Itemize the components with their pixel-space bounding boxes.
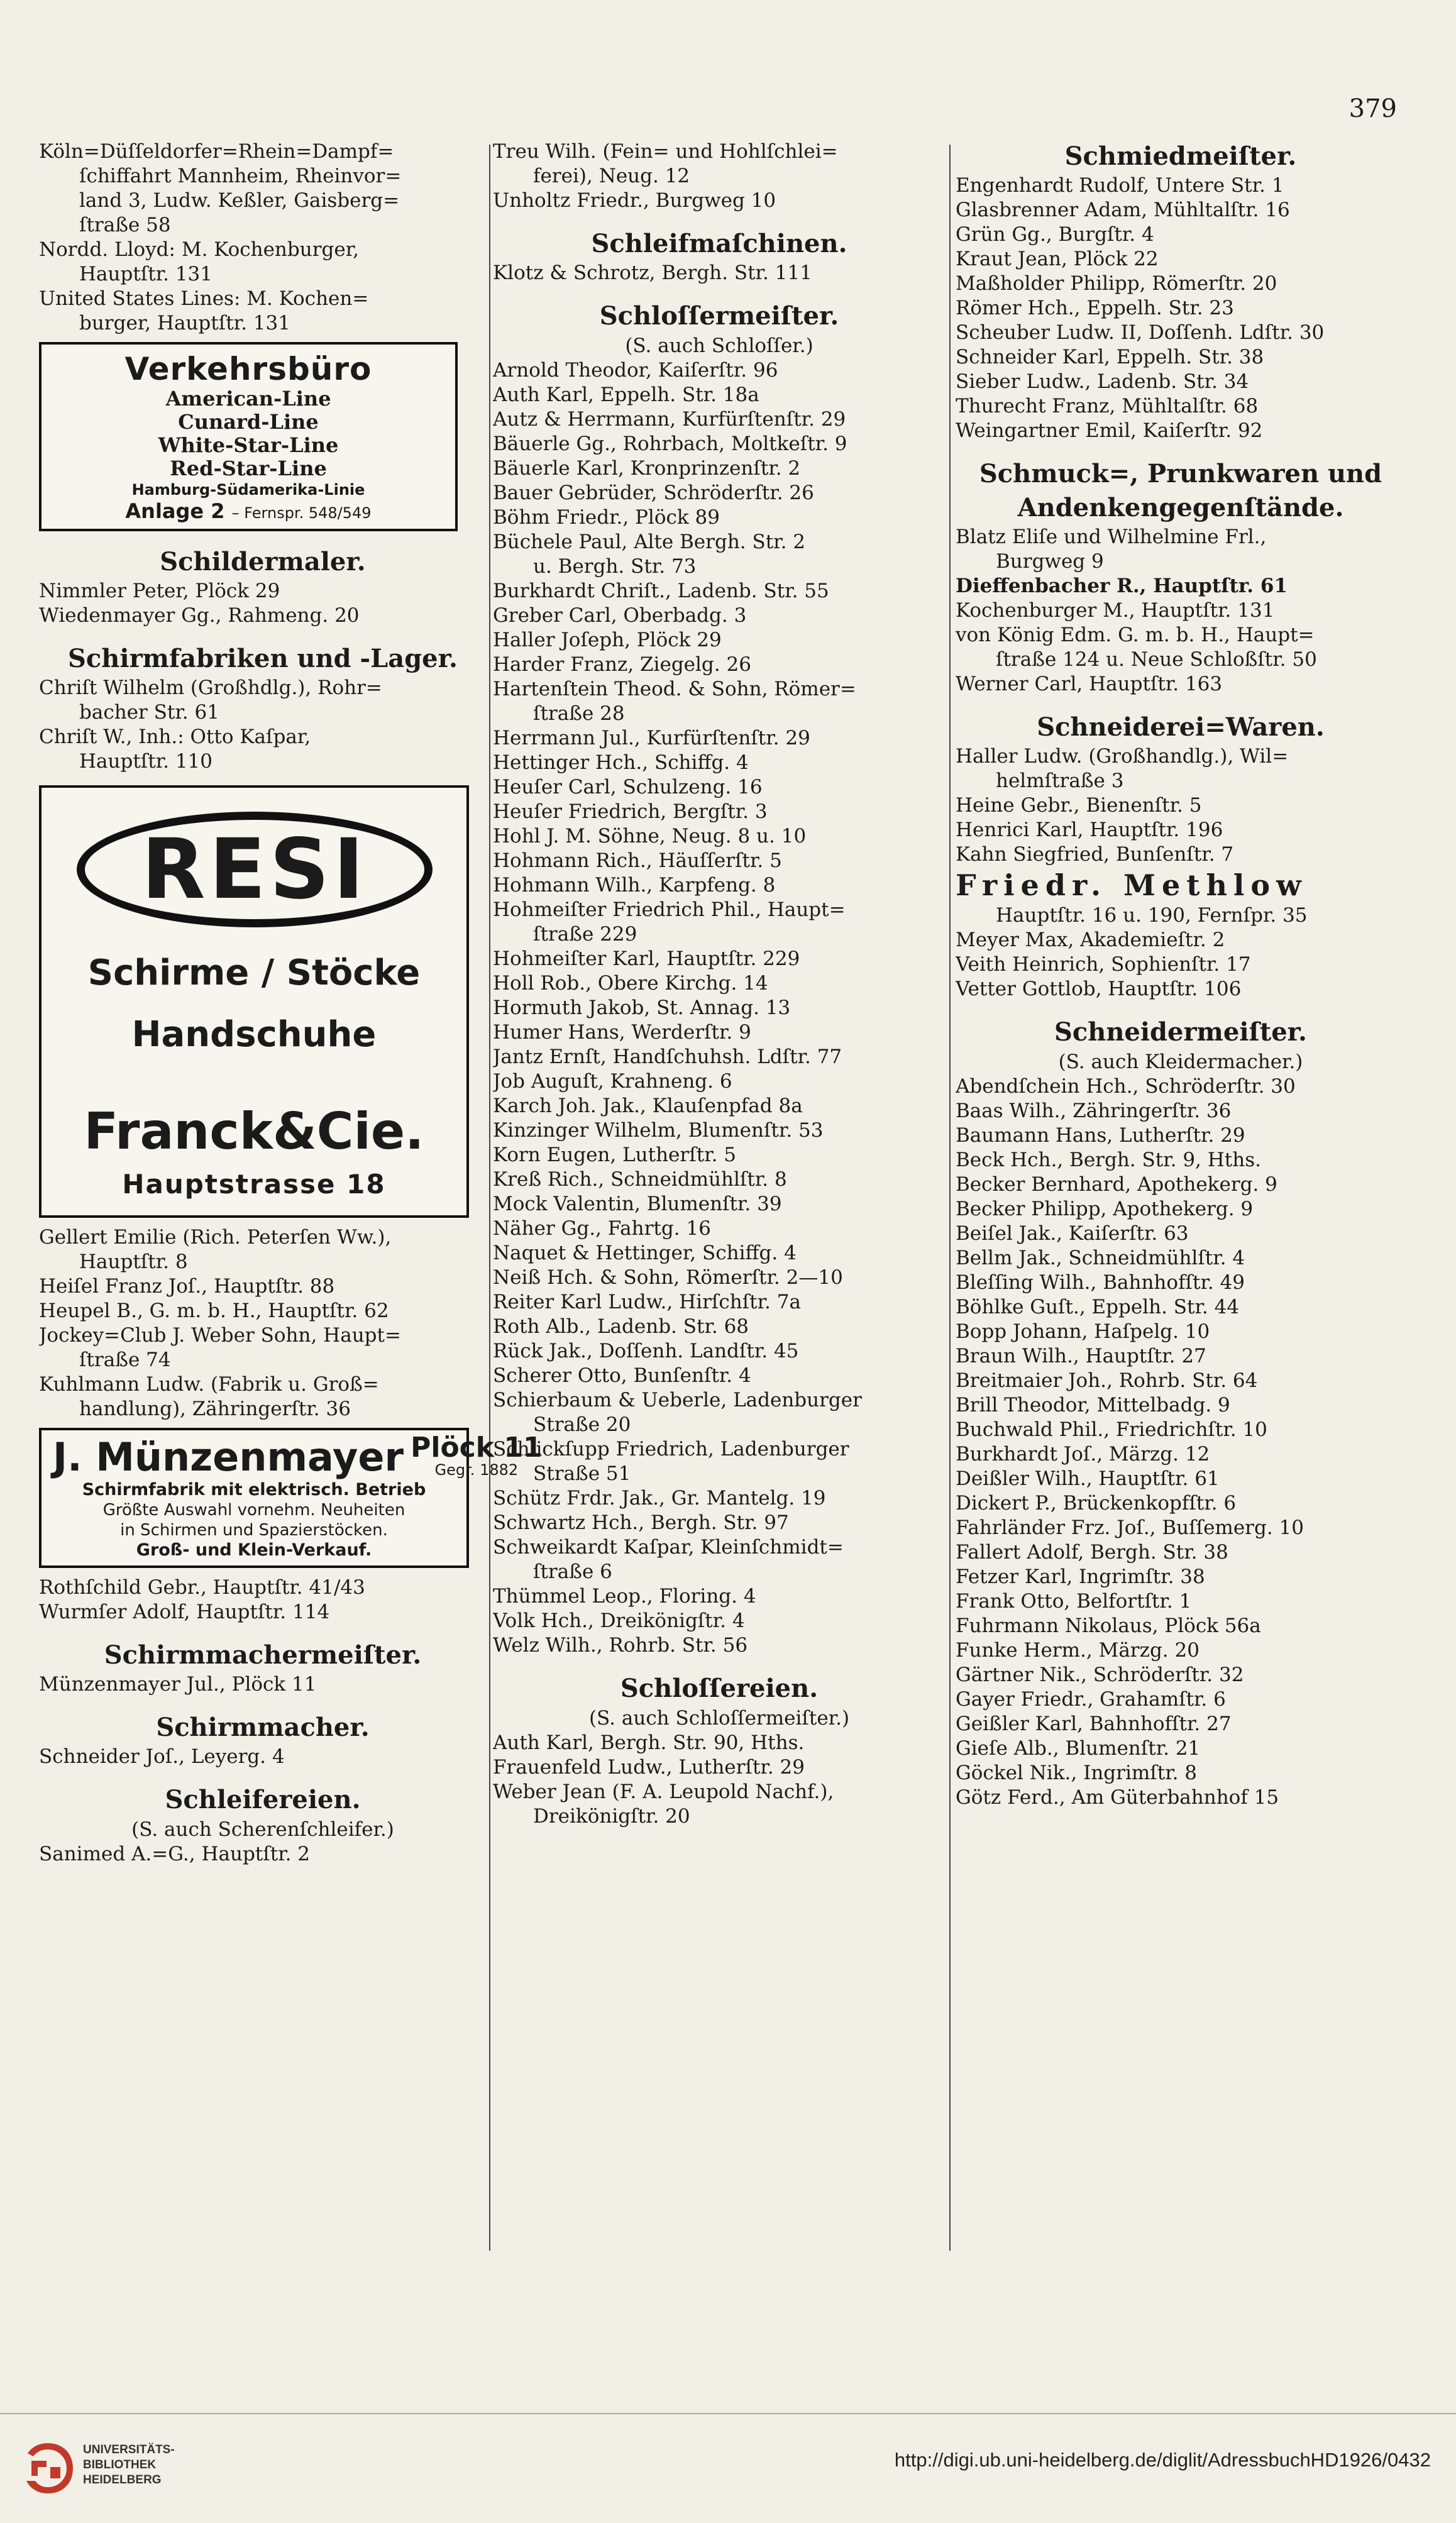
directory-entry: Kraut Jean, Plöck 22 [956,248,1159,270]
directory-entry: Bäuerle Karl, Kronprinzenſtr. 2 [493,457,801,480]
directory-list [39,1745,487,1769]
directory-entry: Burkhardt Joſ., Märzg. 12 [956,1443,1210,1466]
directory-entry: Hohmann Rich., Häuſſerſtr. 5 [493,849,782,872]
ad-title: Verkehrsbüro [124,351,372,387]
directory-entry-continuation: burger, Hauptſtr. 131 [79,312,290,334]
advertisement-verkehrsburo [39,342,458,531]
directory-entry: Mock Valentin, Blumenſtr. 39 [493,1193,782,1215]
directory-entry: Brill Theodor, Mittelbadg. 9 [956,1394,1230,1416]
directory-entry: Haller Ludw. (Großhandlg.), Wil= [956,745,1289,768]
directory-entry: Schneider Joſ., Leyerg. 4 [39,1745,285,1768]
directory-entry: Gellert Emilie (Rich. Peterſen Ww.), [39,1226,392,1249]
directory-entry: Heuſer Carl, Schulzeng. 16 [493,776,763,798]
directory-entry: Hormuth Jakob, St. Annag. 13 [493,997,791,1019]
directory-entry: Thümmel Leop., Floring. 4 [493,1585,756,1608]
directory-entry: Dickert P., Brückenkopfſtr. 6 [956,1492,1237,1515]
directory-entry: Humer Hans, Werderſtr. 9 [493,1021,751,1044]
ad-footer [41,499,455,525]
directory-entry: Kinzinger Wilhelm, Blumenſtr. 53 [493,1119,824,1142]
directory-list [39,1842,487,1867]
directory-entry: Welz Wilh., Rohrb. Str. 56 [493,1634,748,1657]
directory-list [493,261,946,285]
directory-entry: Bleſſing Wilh., Bahnhofſtr. 49 [956,1271,1245,1294]
section-heading: Schildermaler. [160,547,366,577]
directory-list [493,1731,946,1829]
directory-entry: Gieſe Alb., Blumenſtr. 21 [956,1737,1201,1760]
ad-line: Schirme / Stöcke [87,952,421,993]
ad-line: White-Star-Line [158,433,339,457]
section-note: (S. auch Schloſſermeiſter.) [588,1707,850,1730]
directory-entry-continuation: Straße 51 [533,1462,631,1485]
directory-entry: Bellm Jak., Schneidmühlſtr. 4 [956,1247,1245,1269]
directory-entry: Wurmſer Adolf, Hauptſtr. 114 [39,1601,330,1623]
directory-entry: Jantz Ernſt, Handſchuhsh. Ldſtr. 77 [493,1046,842,1068]
section-heading: Schirmmachermeiſter. [104,1640,422,1670]
advertisement-munzenmayer [39,1428,543,1568]
directory-entry: Fallert Adolf, Bergh. Str. 38 [956,1541,1228,1564]
directory-entry-continuation: ſtraße 6 [533,1560,612,1583]
section-heading: Schneiderei=Waren. [1037,712,1325,742]
ad-line: Red-Star-Line [170,456,327,480]
column-divider-right [949,145,951,2251]
directory-entry: Naquet & Hettinger, Schiffg. 4 [493,1242,797,1264]
ad-line-small: Hamburg-Südamerika-Linie [131,481,365,499]
source-url-link[interactable]: http://digi.ub.uni-heidelberg.de/diglit/AdressbuchHD1926/0432 [894,2449,1431,2471]
ad-header [41,1432,543,1480]
column-2 [493,140,946,1829]
directory-entry: Sieber Ludw., Ladenb. Str. 34 [956,370,1249,393]
directory-entry: Fuhrmann Nikolaus, Plöck 56a [956,1615,1261,1637]
ad-firm-name: J. Münzenmayer [53,1434,404,1480]
directory-entry: Böhm Friedr., Plöck 89 [493,506,720,529]
directory-entry: Reiter Karl Ludw., Hirſchſtr. 7a [493,1291,801,1313]
directory-entry: Nimmler Peter, Plöck 29 [39,580,280,602]
directory-entry-continuation: Hauptſtr. 8 [79,1250,188,1273]
directory-entry: Büchele Paul, Alte Bergh. Str. 2 [493,531,806,553]
ad-line: Cunard-Line [178,410,319,434]
directory-entry: Schütz Frdr. Jak., Gr. Mantelg. 19 [493,1487,826,1510]
directory-entry: Sanimed A.=G., Hauptſtr. 2 [39,1843,311,1865]
directory-entry: Greber Carl, Oberbadg. 3 [493,604,747,627]
ad-founded: Gegr. 1882 [434,1461,519,1479]
directory-entry: Baas Wilh., Zähringerſtr. 36 [956,1100,1232,1122]
directory-entry-continuation: land 3, Ludw. Keßler, Gaisberg= [79,189,400,212]
directory-entry: Grün Gg., Burgſtr. 4 [956,223,1154,246]
directory-entry: Scherer Otto, Bunſenſtr. 4 [493,1364,751,1387]
directory-entry: Scheuber Ludw. II, Doſſenh. Ldſtr. 30 [956,321,1325,344]
directory-entry: Schweikardt Kaſpar, Kleinſchmidt= [493,1536,844,1559]
directory-list [956,903,1406,1002]
section-heading: Schirmmacher. [156,1713,370,1742]
directory-entry: Münzenmayer Jul., Plöck 11 [39,1673,317,1696]
resi-logo: RESI [77,812,433,927]
directory-entry: Funke Herm., Märzg. 20 [956,1639,1200,1662]
library-name-line: BIBLIOTHEK [83,2458,157,2471]
ad-line: Groß- und Klein-Verkauf. [136,1540,372,1560]
directory-entry-continuation: ſtraße 229 [533,923,637,946]
directory-entry-continuation: bacher Str. 61 [79,701,219,724]
section-heading: Schleifmaſchinen. [591,229,847,258]
directory-entry: Karch Joh. Jak., Klauſenpfad 8a [493,1095,803,1117]
directory-list [493,358,946,1658]
directory-list [39,1672,487,1697]
directory-entry: Klotz & Schrotz, Bergh. Str. 111 [493,262,812,284]
directory-entry: Heupel B., G. m. b. H., Hauptſtr. 62 [39,1300,389,1322]
directory-entry: Abendſchein Hch., Schröderſtr. 30 [956,1075,1296,1098]
directory-entry: Chriſt W., Inh.: Otto Kaſpar, [39,726,311,748]
directory-entry: Werner Carl, Hauptſtr. 163 [956,673,1223,695]
library-name-line: UNIVERSITÄTS- [83,2443,175,2456]
directory-entry-continuation: ſtraße 58 [79,214,171,236]
directory-entry: Bopp Johann, Haſpelg. 10 [956,1320,1210,1343]
directory-entry: Beiſel Jak., Kaiſerſtr. 63 [956,1222,1189,1245]
directory-entry: Kuhlmann Ludw. (Fabrik u. Groß= [39,1373,379,1396]
section-heading: Schmuck=, Prunkwaren und [979,459,1382,489]
section-heading: Schneidermeiſter. [1054,1017,1307,1047]
directory-entry: Job Auguſt, Krahneng. 6 [493,1070,732,1093]
ad-line: Größte Auswahl vornehm. Neuheiten [102,1501,405,1520]
ad-address: Anlage 2 [125,499,225,523]
directory-entry: Burkhardt Chriſt., Ladenb. Str. 55 [493,580,829,602]
directory-entry: Haller Joſeph, Plöck 29 [493,629,722,651]
section-heading: Schloſſermeiſter. [599,301,839,331]
directory-entry-continuation: ſchiffahrt Mannheim, Rheinvor= [79,165,402,187]
directory-entry: Bäuerle Gg., Rohrbach, Moltkeſtr. 9 [493,433,847,455]
directory-entry: United States Lines: M. Kochen= [39,287,369,310]
directory-entry: Kreß Rich., Schneidmühlſtr. 8 [493,1168,787,1191]
directory-entry-continuation: ferei), Neug. 12 [533,165,690,187]
ad-line: Schirmfabrik mit elektrisch. Betrieb [82,1480,426,1499]
section-heading: Schmiedmeiſter. [1064,141,1297,171]
footer-divider [0,2413,1456,2414]
directory-entry: Frauenfeld Ludw., Lutherſtr. 29 [493,1756,805,1779]
directory-entry: Heine Gebr., Bienenſtr. 5 [956,794,1202,817]
directory-entry: Korn Eugen, Lutherſtr. 5 [493,1144,737,1166]
directory-entry-continuation: Straße 20 [533,1413,631,1436]
directory-entry: Maßholder Philipp, Römerſtr. 20 [956,272,1277,295]
directory-entry: Köln=Düſſeldorfer=Rhein=Dampf= [39,140,394,163]
directory-entry: Kochenburger M., Hauptſtr. 131 [956,599,1275,622]
directory-entry: Hettinger Hch., Schiffg. 4 [493,751,749,774]
directory-entry: Gärtner Nik., Schröderſtr. 32 [956,1664,1244,1686]
section-heading: Schloſſereien. [620,1674,819,1703]
directory-entry: Deißler Wilh., Hauptſtr. 61 [956,1467,1220,1490]
directory-entry: Braun Wilh., Hauptſtr. 27 [956,1345,1206,1367]
directory-entry: Auth Karl, Bergh. Str. 90, Hths. [493,1731,805,1754]
directory-entry: Harder Franz, Ziegelg. 26 [493,653,751,676]
directory-entry: Hartenſtein Theod. & Sohn, Römer= [493,678,856,700]
directory-entry: Frank Otto, Belfortſtr. 1 [956,1590,1192,1613]
ad-place: Plöck 11 [411,1432,543,1464]
directory-list [39,676,487,774]
directory-entry: Geißler Karl, Bahnhofſtr. 27 [956,1713,1232,1735]
column-3 [956,140,1406,1810]
ad-firm-name: Franck&Cie. [84,1102,424,1161]
directory-entry: Nordd. Lloyd: M. Kochenburger, [39,238,359,261]
directory-entry: Treu Wilh. (Fein= und Hohlſchlei= [493,140,838,163]
directory-list [39,579,487,628]
directory-entry: Veith Heinrich, Sophienſtr. 17 [956,953,1251,976]
ad-line: Handschuhe [131,1014,377,1055]
directory-entry: Unholtz Friedr., Burgweg 10 [493,189,776,212]
directory-entry: Götz Ferd., Am Güterbahnhof 15 [956,1786,1279,1809]
directory-entry-continuation: u. Bergh. Str. 73 [533,555,697,578]
ad-address: Hauptstrasse 18 [122,1169,386,1200]
page-number: 379 [1348,94,1397,123]
directory-entry: Schierbaum & Ueberle, Ladenburger [493,1389,862,1411]
directory-entry: Vetter Gottlob, Hauptſtr. 106 [956,978,1242,1000]
section-heading: Schleifereien. [165,1785,361,1814]
directory-entry: Böhlke Guſt., Eppelh. Str. 44 [956,1296,1240,1318]
directory-entry: Hohmeiſter Karl, Hauptſtr. 229 [493,947,800,970]
directory-entry: Näher Gg., Fahrtg. 16 [493,1217,711,1240]
directory-entry: Fetzer Karl, Ingrimſtr. 38 [956,1565,1205,1588]
directory-entry: Heuſer Friedrich, Bergſtr. 3 [493,800,768,823]
directory-list [956,744,1406,867]
directory-list [39,140,487,336]
directory-entry-continuation: Dreikönigſtr. 20 [533,1805,690,1828]
directory-entry: Schwartz Hch., Bergh. Str. 97 [493,1511,789,1534]
directory-entry: Weingartner Emil, Kaiſerſtr. 92 [956,419,1263,442]
directory-entry: Weber Jean (F. A. Leupold Nachf.), [493,1780,834,1803]
directory-entry: Bauer Gebrüder, Schröderſtr. 26 [493,482,814,504]
directory-entry-continuation: helmſtraße 3 [996,770,1124,792]
directory-entry: Holl Rob., Obere Kirchg. 14 [493,972,768,995]
directory-entry: Blatz Eliſe und Wilhelmine Frl., [956,526,1267,548]
firm-name-large: Friedr. Methlow [956,868,1308,902]
directory-entry: Wiedenmayer Gg., Rahmeng. 20 [39,604,360,627]
directory-entry: Römer Hch., Eppelh. Str. 23 [956,297,1234,319]
directory-entry: Kahn Siegfried, Bunſenſtr. 7 [956,843,1234,866]
section-heading: Andenkengegenſtände. [1017,493,1344,522]
directory-list [493,140,946,213]
directory-entry: Chriſt Wilhelm (Großhdlg.), Rohr= [39,676,382,699]
directory-list [956,1074,1406,1810]
section-note: (S. auch Scherenſchleifer.) [131,1818,394,1841]
directory-entry: Thurecht Franz, Mühltalſtr. 68 [956,395,1259,417]
directory-entry: Auth Karl, Eppelh. Str. 18a [493,384,759,406]
directory-entry-continuation: ſtraße 74 [79,1349,171,1371]
directory-entry: Baumann Hans, Lutherſtr. 29 [956,1124,1245,1147]
directory-entry: Autz & Herrmann, Kurfürſtenſtr. 29 [493,408,846,431]
directory-entry: von König Edm. G. m. b. H., Haupt= [956,624,1315,646]
ad-line: American-Line [165,387,331,411]
directory-entry: Göckel Nik., Ingrimſtr. 8 [956,1762,1198,1784]
directory-entry-continuation: ſtraße 28 [533,702,625,725]
directory-entry: Hohmeiſter Friedrich Phil., Haupt= [493,898,846,921]
directory-entry: Volk Hch., Dreikönigſtr. 4 [493,1609,745,1632]
directory-entry: Rück Jak., Doſſenh. Landſtr. 45 [493,1340,799,1362]
directory-entry: Buchwald Phil., Friedrichſtr. 10 [956,1418,1267,1441]
directory-entry: Becker Philipp, Apothekerg. 9 [956,1198,1254,1220]
directory-entry: Roth Alb., Ladenb. Str. 68 [493,1315,749,1338]
directory-entry: Gayer Friedr., Grahamſtr. 6 [956,1688,1226,1711]
directory-entry: Henrici Karl, Hauptſtr. 196 [956,819,1223,841]
advertisement-resi [39,785,469,1218]
directory-entry-continuation: handlung), Zähringerſtr. 36 [79,1398,351,1420]
directory-entry-continuation: Hauptſtr. 110 [79,750,213,773]
directory-entry-continuation: Hauptſtr. 16 u. 190, Fernſpr. 35 [996,904,1308,927]
directory-entry: Beck Hch., Bergh. Str. 9, Hths. [956,1149,1261,1171]
library-name [83,2443,175,2488]
directory-entry: Neiß Hch. & Sohn, Römerſtr. 2—10 [493,1266,843,1289]
directory-entry: Dieffenbacher R., Hauptſtr. 61 [956,575,1288,597]
directory-entry: Hohmann Wilh., Karpfeng. 8 [493,874,776,897]
directory-entry-continuation: Hauptſtr. 131 [79,263,213,285]
directory-entry: Glasbrenner Adam, Mühltalſtr. 16 [956,199,1290,221]
column-1 [39,140,543,1867]
directory-entry: Becker Bernhard, Apothekerg. 9 [956,1173,1277,1196]
directory-entry: Herrmann Jul., Kurfürſtenſtr. 29 [493,727,810,749]
directory-entry: Breitmaier Joh., Rohrb. Str. 64 [956,1369,1258,1392]
directory-entry: Heiſel Franz Joſ., Hauptſtr. 88 [39,1275,335,1298]
ad-line: in Schirmen und Spazierstöcken. [120,1521,388,1540]
directory-list [39,1576,487,1625]
directory-entry: Jockey=Club J. Weber Sohn, Haupt= [39,1324,401,1347]
section-note: (S. auch Kleidermacher.) [1058,1051,1303,1073]
directory-list [39,1225,487,1422]
directory-entry: Schneider Karl, Eppelh. Str. 38 [956,346,1264,368]
directory-entry: Meyer Max, Akademieſtr. 2 [956,929,1225,951]
column-divider-left [489,145,490,2251]
directory-entry: Rothſchild Gebr., Hauptſtr. 41/43 [39,1576,365,1599]
directory-entry: Fahrländer Frz. Joſ., Buſſemerg. 10 [956,1516,1304,1539]
directory-entry: Hohl J. M. Söhne, Neug. 8 u. 10 [493,825,807,847]
directory-list [956,174,1406,443]
library-logo-icon [19,2439,77,2497]
library-name-line: HEIDELBERG [83,2473,162,2487]
directory-entry: Arnold Theodor, Kaiſerſtr. 96 [493,359,778,382]
directory-entry-continuation: Burgweg 9 [996,550,1104,573]
directory-entry: Schlickſupp Friedrich, Ladenburger [493,1438,849,1460]
directory-list [956,525,1406,697]
section-note: (S. auch Schloſſer.) [625,334,813,357]
ad-phone: – Fernspr. 548/549 [231,504,372,522]
section-heading: Schirmfabriken und -Lager. [68,644,458,673]
directory-entry-continuation: ſtraße 124 u. Neue Schloßſtr. 50 [996,648,1317,671]
directory-entry: Engenhardt Rudolf, Untere Str. 1 [956,174,1284,197]
